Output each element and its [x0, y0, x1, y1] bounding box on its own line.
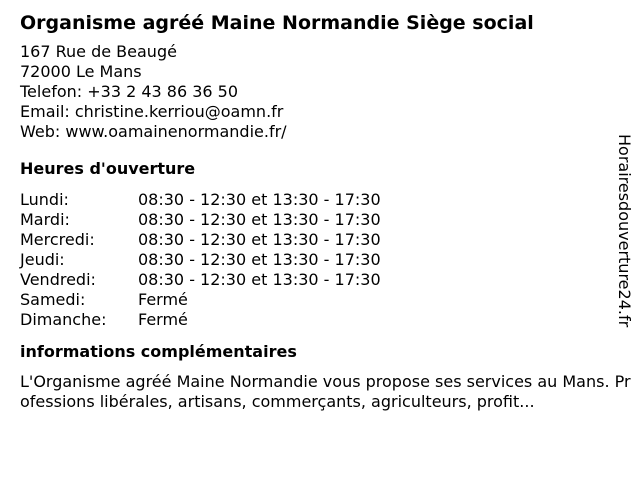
time-value: 08:30 - 12:30 et 13:30 - 17:30 — [138, 190, 381, 209]
time-value: 08:30 - 12:30 et 13:30 - 17:30 — [138, 230, 381, 249]
day-label: Jeudi: — [20, 250, 65, 269]
address-street: 167 Rue de Beaugé — [20, 42, 177, 61]
address-city: 72000 Le Mans — [20, 62, 142, 81]
address-block — [20, 42, 612, 142]
additional-info-text: L'Organisme agréé Maine Normandie vous propose ses services au Mans. Professions libérales, artisans, commerçants, agriculteurs, profit... — [20, 372, 631, 411]
time-value: Fermé — [138, 290, 188, 309]
day-label: Mercredi: — [20, 230, 95, 249]
hours-row-saturday — [20, 290, 612, 310]
hours-row-monday — [20, 190, 612, 210]
time-value: 08:30 - 12:30 et 13:30 - 17:30 — [138, 250, 381, 269]
brand-watermark: Horairesdouverture24.fr — [615, 134, 634, 328]
hours-row-wednesday — [20, 230, 612, 250]
time-value: 08:30 - 12:30 et 13:30 - 17:30 — [138, 210, 381, 229]
day-label: Mardi: — [20, 210, 70, 229]
day-label: Samedi: — [20, 290, 86, 309]
website-line: Web: www.oamainenormandie.fr/ — [20, 122, 287, 141]
phone-line: Telefon: +33 2 43 86 36 50 — [20, 82, 239, 101]
opening-hours-table — [20, 190, 612, 330]
time-value: Fermé — [138, 310, 188, 329]
page-title: Organisme agréé Maine Normandie Siège social — [20, 12, 534, 34]
hours-row-tuesday — [20, 210, 612, 230]
time-value: 08:30 - 12:30 et 13:30 - 17:30 — [138, 270, 381, 289]
hours-row-friday — [20, 270, 612, 290]
opening-hours-heading: Heures d'ouverture — [20, 159, 196, 178]
day-label: Lundi: — [20, 190, 69, 209]
additional-info-heading: informations complémentaires — [20, 342, 297, 361]
day-label: Dimanche: — [20, 310, 107, 329]
day-label: Vendredi: — [20, 270, 96, 289]
email-line: Email: christine.kerriou@oamn.fr — [20, 102, 284, 121]
hours-row-sunday — [20, 310, 612, 330]
hours-row-thursday — [20, 250, 612, 270]
